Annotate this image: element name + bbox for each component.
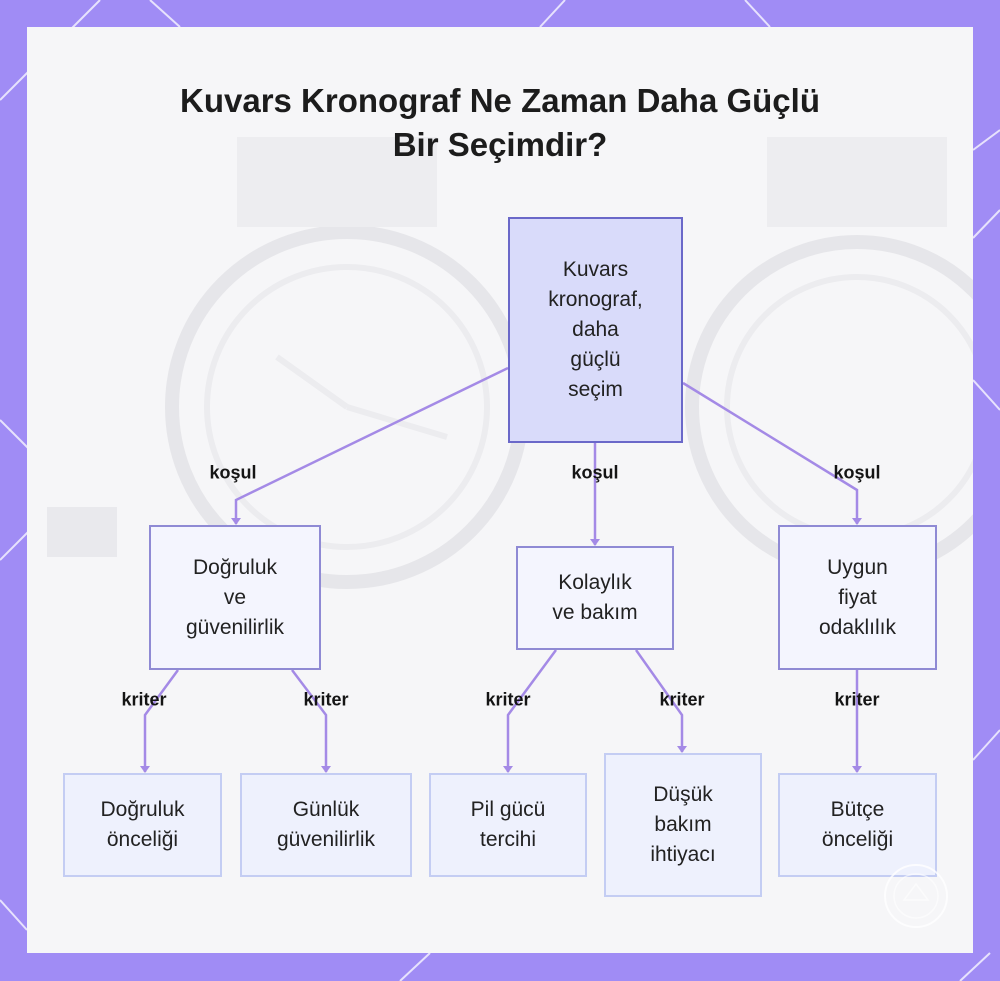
arrowhead bbox=[231, 518, 241, 525]
edge-convenience-battery bbox=[508, 650, 556, 772]
root-node bbox=[508, 217, 683, 443]
edge-label-criterion: kriter bbox=[659, 689, 705, 710]
arrowhead bbox=[590, 539, 600, 546]
arrowhead bbox=[677, 746, 687, 753]
arrowhead bbox=[140, 766, 150, 773]
node-text-line: ve bakım bbox=[552, 601, 638, 624]
node-text-line: fiyat bbox=[838, 585, 877, 609]
battery-preference-node bbox=[429, 773, 587, 877]
edge-label-condition: koşul bbox=[571, 462, 619, 483]
arrowhead bbox=[503, 766, 513, 773]
node-text-line: Pil gücü bbox=[470, 798, 546, 821]
edge-accuracy-priority bbox=[145, 670, 178, 772]
arrowhead bbox=[852, 518, 862, 525]
edge-label-criterion: kriter bbox=[834, 689, 880, 710]
affordable-price-node bbox=[778, 525, 937, 670]
node-text-line: odaklılık bbox=[818, 615, 897, 639]
edge-label-criterion: kriter bbox=[303, 689, 349, 710]
edge-accuracy-daily bbox=[292, 670, 326, 772]
node-text-line: güçlü bbox=[570, 348, 621, 371]
node-text-line: Kuvars bbox=[562, 258, 629, 281]
edge-root-accuracy bbox=[236, 368, 508, 524]
diagram-title-line-2: Bir Seçimdir? bbox=[392, 126, 608, 163]
node-text-line: önceliği bbox=[821, 828, 894, 851]
node-text-line: Bütçe bbox=[830, 798, 885, 821]
node-text-line: Düşük bbox=[653, 783, 713, 806]
edge-label-condition: koşul bbox=[209, 462, 257, 483]
daily-reliability-node bbox=[240, 773, 412, 877]
node-text-line: seçim bbox=[568, 378, 623, 401]
node-text-line: Doğruluk bbox=[100, 798, 185, 821]
node-text-line: ve bbox=[223, 585, 247, 609]
node-text-line: daha bbox=[572, 318, 619, 341]
node-text-line: Kolaylık bbox=[558, 571, 632, 594]
node-text-line: Doğruluk bbox=[192, 555, 278, 579]
diagram-title-line-1: Kuvars Kronograf Ne Zaman Daha Güçlü bbox=[180, 82, 820, 119]
node-text-line: kronograf, bbox=[548, 288, 643, 311]
node-text-line: Günlük bbox=[292, 798, 360, 821]
node-text-line: güvenilirlik bbox=[276, 828, 376, 851]
edge-root-price bbox=[683, 383, 857, 524]
low-maintenance-node bbox=[604, 753, 762, 897]
watermark-seal-icon bbox=[882, 862, 950, 930]
node-text-line: güvenilirlik bbox=[185, 615, 285, 639]
node-text-line: Uygun bbox=[827, 555, 888, 579]
edge-label-criterion: kriter bbox=[485, 689, 531, 710]
edge-label-condition: koşul bbox=[833, 462, 881, 483]
accuracy-reliability-node bbox=[149, 525, 321, 670]
node-text-line: ihtiyacı bbox=[650, 843, 716, 866]
arrowhead bbox=[852, 766, 862, 773]
arrowhead bbox=[321, 766, 331, 773]
node-text-line: önceliği bbox=[106, 828, 179, 851]
accuracy-priority-node bbox=[63, 773, 222, 877]
node-text-line: tercihi bbox=[479, 828, 537, 851]
edge-label-criterion: kriter bbox=[121, 689, 167, 710]
convenience-maintenance-node bbox=[516, 546, 674, 650]
node-text-line: bakım bbox=[654, 813, 712, 836]
